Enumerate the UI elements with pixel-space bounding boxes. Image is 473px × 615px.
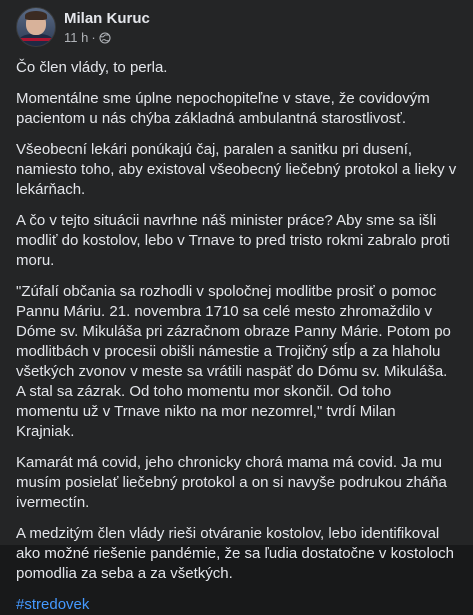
author-name[interactable]: Milan Kuruc [64, 9, 150, 27]
post-paragraph: Všeobecní lekári ponúkajú čaj, paralen a sanitku pri dusení, namiesto toho, aby existoval všeobecný liečebný protokol a lieky v lekárňach. [16, 141, 457, 198]
hashtag-link[interactable]: #stredovek [16, 596, 90, 613]
post-content [16, 58, 457, 615]
globe-icon[interactable] [99, 31, 111, 43]
post-paragraph: A čo v tejto situácii navrhne náš minister práce? Aby sme sa išli modliť do kostolov, lebo v Trnave to pred tristo rokmi zabralo proti moru. [16, 212, 450, 269]
author-avatar[interactable] [16, 7, 56, 47]
post-paragraph: A medzitým člen vlády rieši otváranie kostolov, lebo identifikoval ako možné riešenie pandémie, že sa ľudia dostatočne v kostoloch pomodlia za seba a za všetkých. [16, 525, 454, 582]
post-paragraph: Kamarát má covid, jeho chronicky chorá mama má covid. Ja mu musím posielať liečebný protokol a on si navyše podrukou zháňa ivermectín. [16, 454, 447, 511]
post-paragraph: "Zúfalí občania sa rozhodli v spoločnej modlitbe prosiť o pomoc Pannu Máriu. 21. novembra 1710 sa celé mesto zhromaždilo v Dóme sv. Mikuláša pri zázračnom obraze Panny Márie. Potom po modlitbách v procesii obišli námestie a Trojičný stĺp a za hlaholu všetkých zvonov v meste sa vrátili naspäť do Dómu sv. Mikuláša. A stal sa zázrak. Od toho momentu mor skončil. Od toho momentu už v Trnave nikto na mor nezomrel," tvrdí Milan Krajniak. [16, 283, 451, 440]
post-timestamp[interactable]: 11 h [64, 29, 89, 45]
post-paragraph: Momentálne sme úplne nepochopiteľne v stave, že covidovým pacientom u nás chýba základná ambulantná starostlivosť. [16, 90, 430, 127]
post-subline [64, 29, 150, 46]
meta-separator: · [91, 29, 96, 45]
hashtag-line [16, 595, 457, 615]
post-paragraph: Čo člen vlády, to perla. [16, 59, 168, 76]
avatar-stripe [17, 38, 56, 41]
post-meta [64, 9, 150, 46]
avatar-hair [25, 11, 47, 20]
post-header [16, 0, 457, 52]
